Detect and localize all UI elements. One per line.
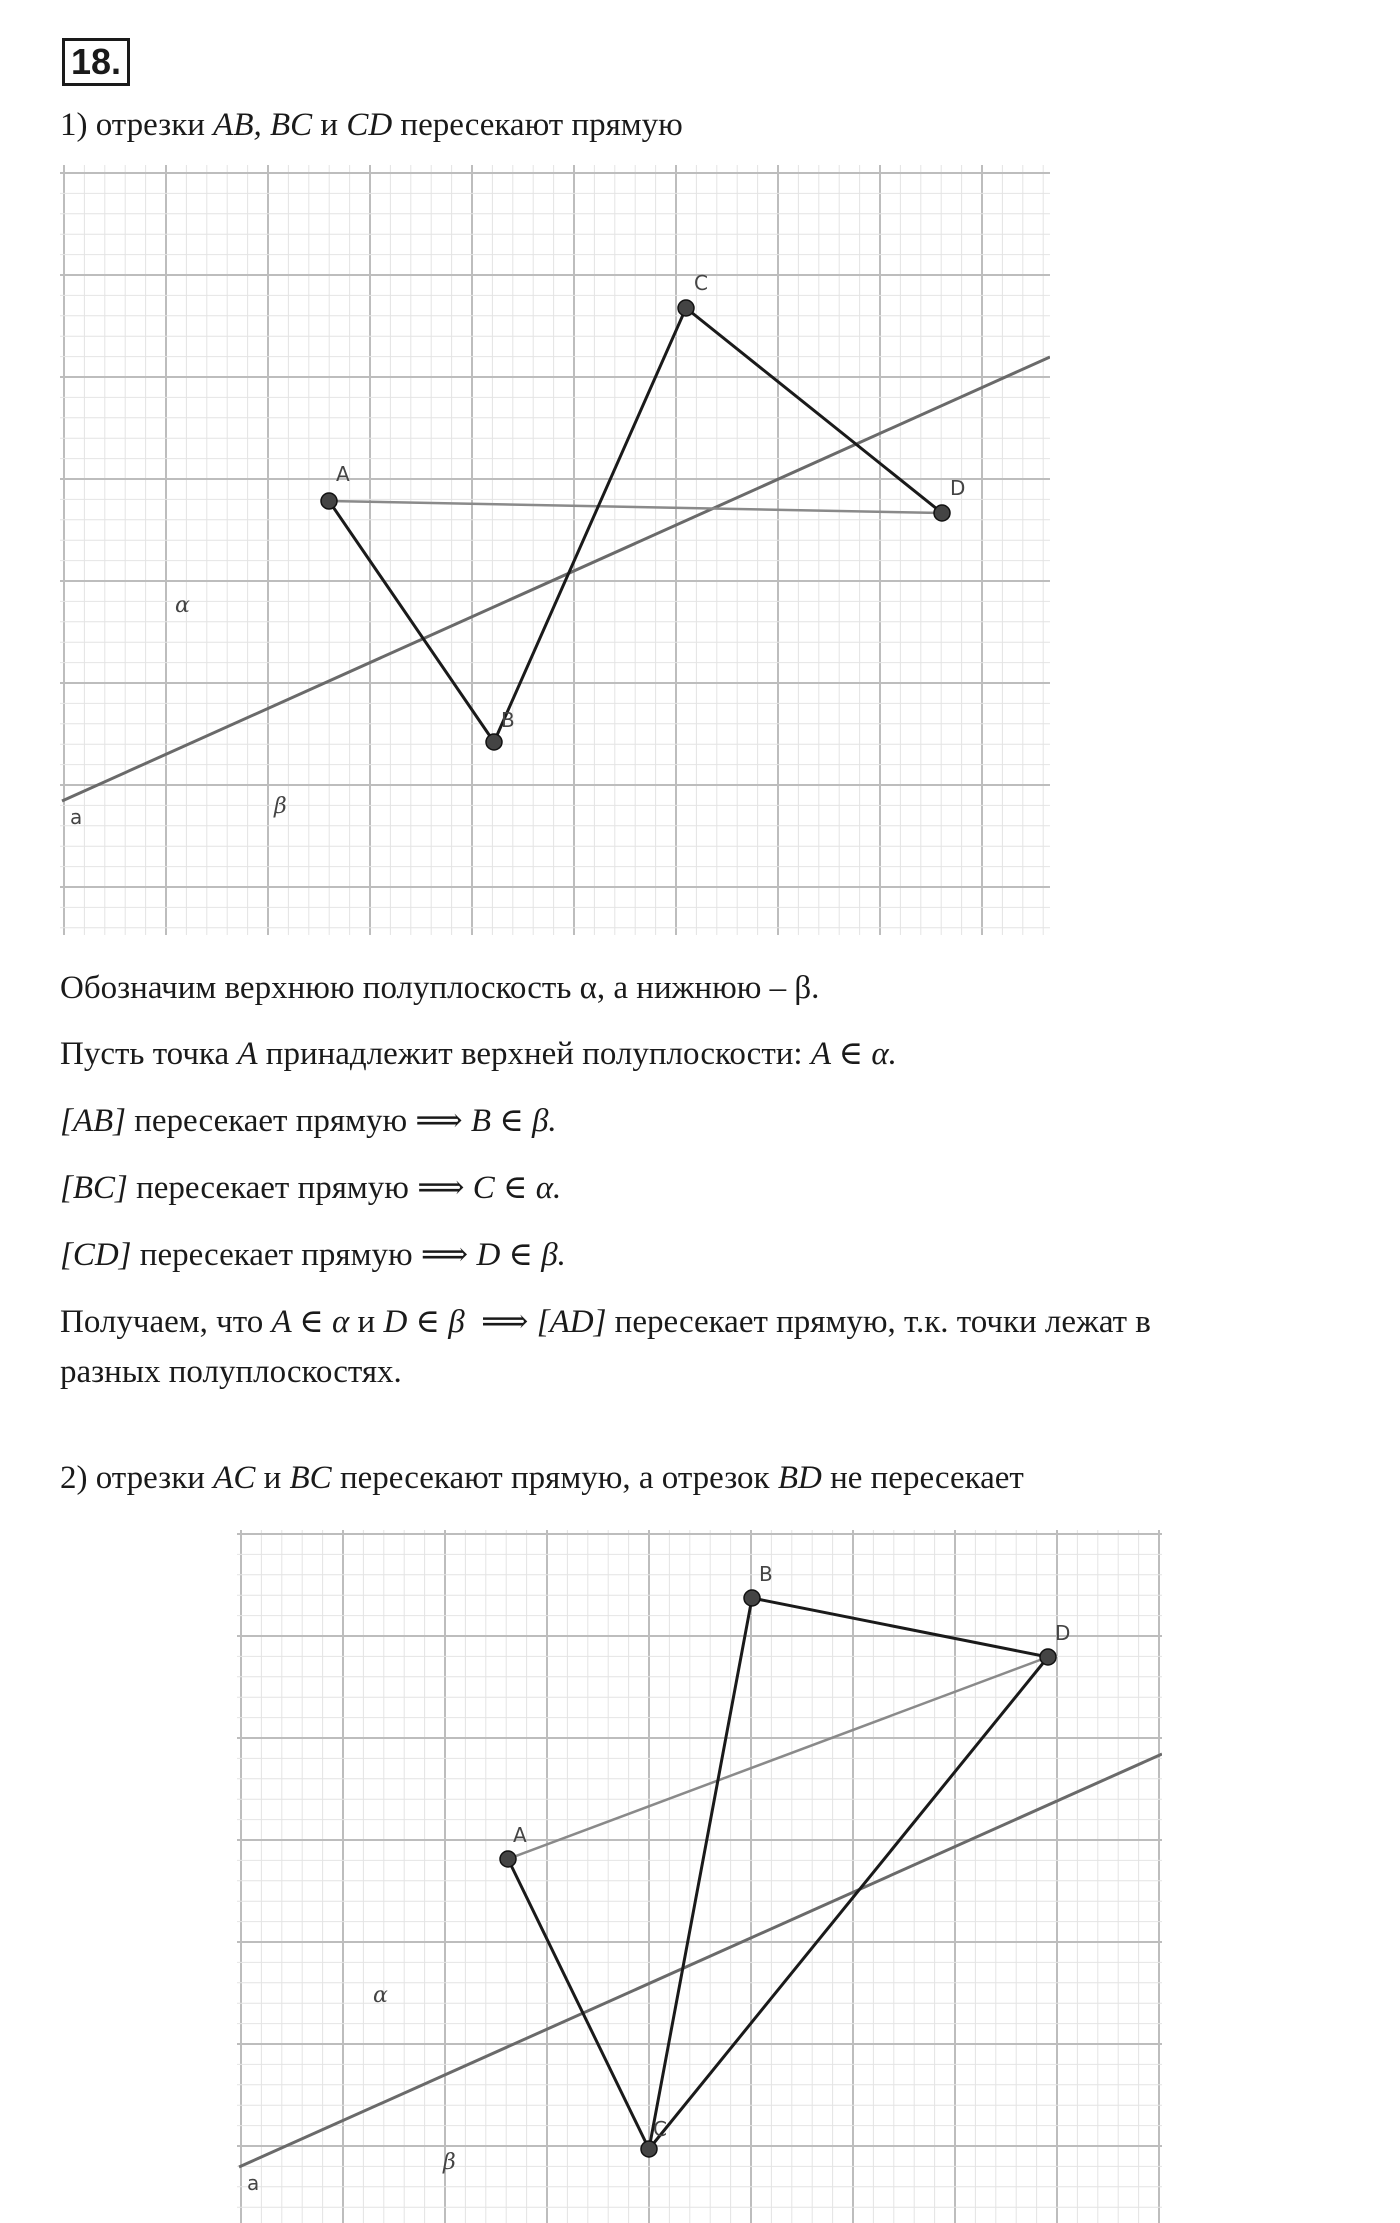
figure-1-point-c [678,300,694,316]
figure-2-label-d: D [1055,1621,1071,1645]
text-line-6-pre: Получаем, что [60,1304,272,1340]
text-line-5-math2: D ∈ β. [476,1237,566,1273]
part1-heading [60,105,683,145]
figure-1-beta-label: β [274,794,287,819]
text-line-6-post: и [349,1304,384,1340]
text-line-4-math: [BC] [60,1170,128,1206]
text-line-3-math2: B ∈ β. [470,1103,557,1139]
text-line-6 [60,1302,1151,1342]
figure-2-label-b: B [759,1562,773,1586]
figure-1-line-a [62,357,1050,801]
part2-heading-mid2: пересекают прямую, а отрезок [331,1460,778,1496]
figure-1-label-c: C [694,271,708,295]
part2-heading-mid: и [255,1460,290,1496]
text-line-2-pre: Пусть точка [60,1036,238,1072]
text-line-4 [60,1168,561,1208]
text-line-3 [60,1101,557,1141]
part2-heading-math3: BD [777,1460,822,1496]
text-line-5-math: [CD] [60,1237,132,1273]
figure-1 [60,165,1050,935]
figure-2-point-c [641,2141,657,2157]
part1-heading-mid: и [312,107,347,143]
text-line-2-math: A [237,1036,258,1072]
text-line-3-math: [AB] [60,1103,126,1139]
text-line-5-post: пересекает прямую ⟹ [131,1237,477,1273]
text-line-6-math2: D ∈ β [383,1304,465,1340]
figure-1-label-d: D [950,476,966,500]
text-line-6-post2: ⟹ [464,1304,537,1340]
figure-2-label-c: C [653,2117,667,2141]
part1-heading-math: AB, BC [213,107,313,143]
figure-2-point-d [1040,1649,1056,1665]
text-line-4-math2: C ∈ α. [472,1170,562,1206]
figure-2-beta-label: β [443,2150,456,2175]
text-line-6-math3: [AD] [536,1304,607,1340]
figure-1-grid [60,165,1050,935]
text-line-7-content: разных полуплоскостях. [60,1354,402,1390]
figure-2-polyline-dbcad [508,1598,1048,2149]
text-line-2-math2: A ∈ α. [810,1036,897,1072]
figure-1-line-label: a [70,805,83,829]
text-line-5 [60,1235,566,1275]
text-line-3-post: пересекает прямую ⟹ [126,1103,471,1139]
figure-1-point-b [486,734,502,750]
figure-2-line-label: a [247,2171,260,2195]
part2-heading-math: AC [213,1460,256,1496]
figure-2-point-b [744,1590,760,1606]
part2-heading [60,1458,1024,1498]
part2-heading-post: не пересекает [821,1460,1024,1496]
figure-1-label-a: A [336,462,350,486]
figure-1-label-b: B [501,708,515,732]
figure-2-label-a: A [513,1823,527,1847]
part2-heading-pre: 2) отрезки [60,1460,214,1496]
figure-2-alpha-label: α [373,1983,388,2008]
text-line-1 [60,968,819,1008]
text-line-6-math: A ∈ α [271,1304,350,1340]
part1-heading-math2: CD [346,107,393,143]
text-line-2-post: принадлежит верхней полуплоскости: [257,1036,811,1072]
figure-1-alpha-label: α [175,593,190,618]
figure-1-point-a [321,493,337,509]
problem-number: 18. [62,38,130,86]
text-line-6-post3: пересекает прямую, т.к. точки лежат в [606,1304,1151,1340]
text-line-2 [60,1034,897,1074]
part2-heading-math2: BC [289,1460,332,1496]
figure-2-points [500,1590,1056,2157]
text-line-7 [60,1352,402,1392]
part1-heading-post: пересекают прямую [392,107,683,143]
figure-2 [237,1530,1162,2223]
figure-1-point-d [934,505,950,521]
figure-2-point-a [500,1851,516,1867]
text-line-1-content: Обозначим верхнюю полуплоскость α, а нижнюю – β. [60,970,820,1006]
text-line-4-post: пересекает прямую ⟹ [127,1170,473,1206]
part1-heading-pre: 1) отрезки [60,107,214,143]
